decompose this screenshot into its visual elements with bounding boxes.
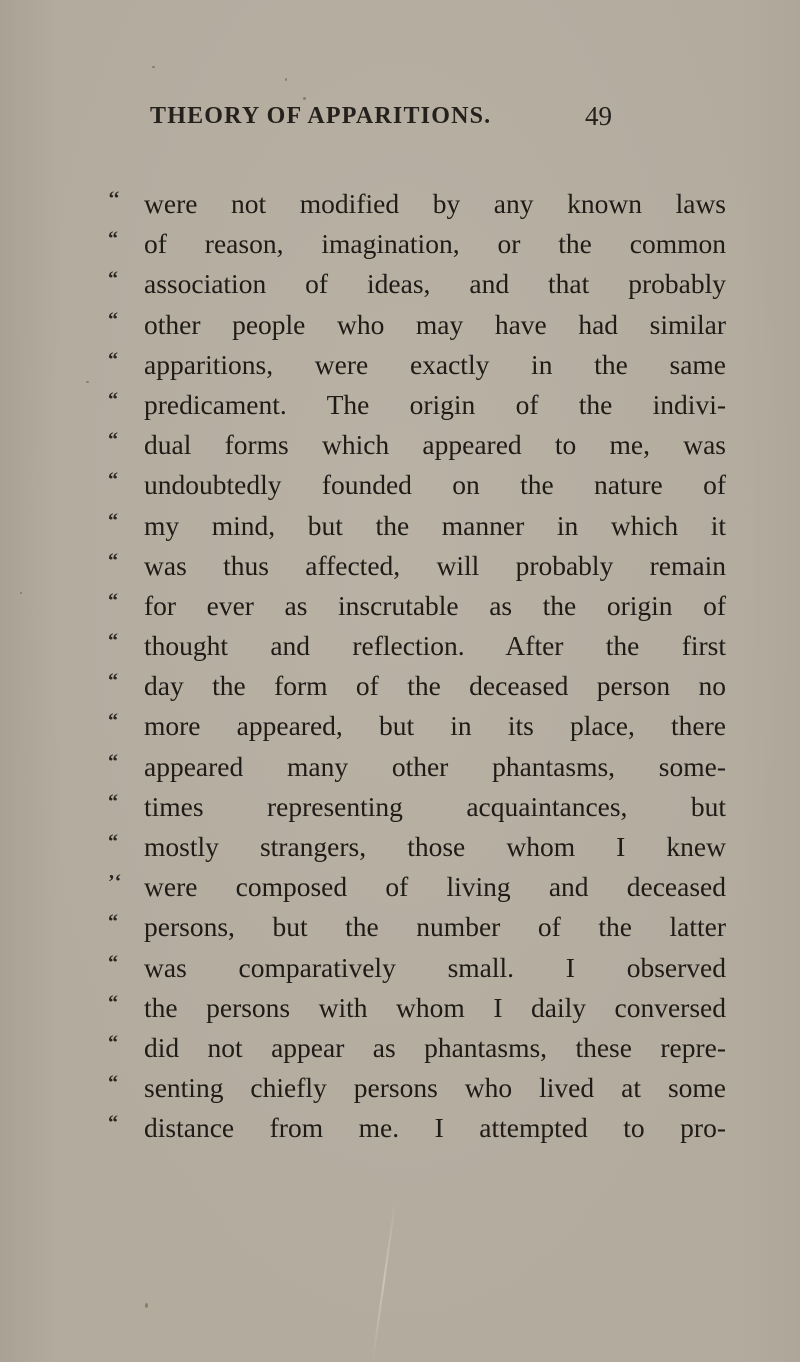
paper-speck	[303, 97, 306, 100]
quote-mark: “	[108, 670, 118, 693]
body-text	[106, 184, 726, 1149]
line-text: did not appear as phantasms, these repre-	[144, 1031, 726, 1063]
paper-speck	[152, 66, 155, 68]
text-line	[106, 867, 726, 907]
quote-mark: “	[108, 1031, 118, 1054]
text-line	[106, 827, 726, 867]
text-line	[106, 264, 726, 304]
quote-mark: “	[108, 951, 118, 974]
line-text: mostly strangers, those whom I knew	[144, 831, 726, 862]
text-line	[106, 747, 726, 787]
quote-mark: “	[108, 991, 118, 1014]
text-line	[106, 184, 726, 224]
quote-mark: “	[108, 308, 118, 331]
line-text: thought and reflection. After the first	[144, 630, 726, 662]
quote-mark: “	[108, 388, 118, 411]
line-text: apparitions, were exactly in the same	[144, 348, 726, 380]
quote-mark: “	[108, 469, 118, 492]
quote-mark: “	[108, 348, 118, 371]
line-text: distance from me. I attempted to pro-	[144, 1112, 726, 1144]
running-head	[150, 103, 710, 143]
paper-speck	[20, 592, 22, 594]
text-line	[106, 907, 726, 947]
text-line	[106, 626, 726, 666]
line-text: was comparatively small. I observed	[144, 951, 726, 983]
line-text: for ever as inscrutable as the origin of	[144, 589, 726, 621]
page-number: 49	[585, 101, 612, 131]
paper-speck	[86, 381, 89, 383]
quote-mark: ‘‘	[108, 188, 120, 210]
line-text: the persons with whom I daily conversed	[144, 991, 726, 1023]
quote-mark: “	[108, 630, 118, 653]
text-line	[106, 1108, 726, 1148]
line-text: persons, but the number of the latter	[144, 911, 726, 943]
text-line	[106, 465, 726, 505]
quote-mark: “	[108, 1112, 118, 1135]
quote-mark: “	[108, 750, 118, 773]
text-line	[106, 546, 726, 586]
text-line	[106, 506, 726, 546]
line-text: predicament. The origin of the indivi-	[144, 388, 726, 420]
quote-mark: “	[108, 429, 118, 452]
text-line	[106, 224, 726, 264]
quote-mark: ’‘	[108, 871, 122, 894]
running-title: THEORY OF APPARITIONS.	[150, 103, 492, 129]
quote-mark: “	[108, 911, 118, 934]
text-line	[106, 305, 726, 345]
line-text: was thus affected, will probably remain	[144, 549, 726, 581]
line-text: dual forms which appeared to me, was	[144, 429, 726, 461]
text-line	[106, 385, 726, 425]
line-text: my mind, but the manner in which it	[144, 509, 726, 541]
quote-mark: “	[108, 509, 118, 532]
text-line	[106, 948, 726, 988]
line-text: were composed of living and deceased	[144, 871, 726, 903]
line-text: day the form of the deceased person no	[144, 670, 726, 702]
line-text: were not modified by any known laws	[144, 188, 726, 219]
line-text: undoubtedly founded on the nature of	[144, 469, 726, 501]
quote-mark: “	[108, 790, 118, 813]
text-line	[106, 787, 726, 827]
line-text: times representing acquaintances, but	[144, 790, 726, 822]
line-text: senting chiefly persons who lived at some	[144, 1072, 726, 1104]
quote-mark: “	[108, 549, 118, 572]
quote-mark: “	[108, 268, 118, 291]
line-text: appeared many other phantasms, some-	[144, 750, 726, 782]
line-text: association of ideas, and that probably	[144, 268, 726, 300]
quote-mark: “	[108, 228, 118, 251]
quote-mark: “	[108, 1072, 118, 1095]
quote-mark: “	[108, 710, 118, 733]
text-line	[106, 1028, 726, 1068]
text-line	[106, 988, 726, 1028]
text-line	[106, 666, 726, 706]
text-line	[106, 425, 726, 465]
paper-speck	[285, 78, 287, 81]
text-line	[106, 345, 726, 385]
paper-crease	[372, 1200, 397, 1362]
line-text: other people who may have had similar	[144, 308, 726, 340]
quote-mark: “	[108, 589, 118, 612]
text-line	[106, 586, 726, 626]
line-text: more appeared, but in its place, there	[144, 710, 726, 742]
line-text: of reason, imagination, or the common	[144, 228, 726, 260]
paper-speck	[145, 1303, 148, 1308]
text-line	[106, 1068, 726, 1108]
quote-mark: “	[108, 831, 118, 853]
text-line	[106, 706, 726, 746]
